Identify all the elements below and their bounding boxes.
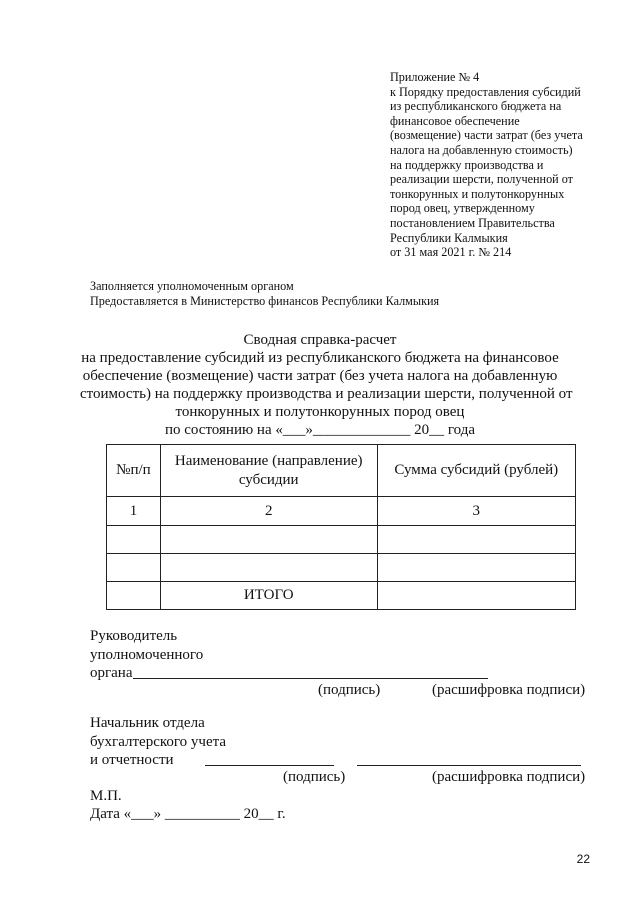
table-cell: [377, 554, 575, 582]
accountant-signature-block: [90, 714, 226, 770]
date-line: Дата «___» __________ 20__ г.: [90, 806, 286, 822]
table-cell: [160, 554, 377, 582]
column-number-cell: 3: [377, 497, 575, 526]
title-line: по состоянию на «___»_____________ 20__ года: [164, 422, 476, 438]
title-line: стоимость) на поддержку производства и реализации шерсти, полученной от: [80, 386, 573, 402]
table-cell: [160, 526, 377, 554]
appendix-line: реализации шерсти, полученной от: [390, 172, 573, 187]
appendix-line: пород овец, утвержденному: [390, 201, 535, 216]
accountant-sign-caption: (подпись): [283, 769, 346, 785]
appendix-line: Республики Калмыкия: [390, 230, 508, 245]
fill-note: [90, 279, 439, 308]
appendix-line: налога на добавленную стоимость): [390, 142, 573, 157]
title-line: Сводная справка-расчет: [243, 332, 397, 348]
table-row: [107, 554, 576, 582]
page-number: 22: [576, 852, 590, 866]
header-cell-sum: Сумма субсидий (рублей): [377, 445, 575, 497]
head-sign-caption: (подпись): [318, 682, 381, 698]
table-total-row: [107, 582, 576, 610]
table-header-row: [107, 445, 576, 497]
accountant-title-line1: Начальник отдела: [90, 715, 205, 731]
title-line: тонкорунных и полутонкорунных пород овец: [175, 404, 465, 420]
head-title-line2: уполномоченного: [90, 646, 204, 663]
appendix-line: финансовое обеспечение: [390, 113, 520, 128]
header-cell-name: Наименование (направление) субсидии: [160, 445, 377, 497]
appendix-line: от 31 мая 2021 г. № 214: [390, 245, 512, 260]
head-title-line1: Руководитель: [90, 628, 178, 644]
appendix-line: к Порядку предоставления субсидий: [390, 84, 581, 99]
accountant-title-line2: бухгалтерского учета: [90, 733, 227, 750]
table-cell: [107, 582, 161, 610]
table-cell: [377, 526, 575, 554]
header-cell-number: №п/п: [107, 445, 161, 497]
head-decode-caption: (расшифровка подписи): [432, 682, 586, 698]
head-signature-block: [90, 627, 203, 683]
appendix-line: постановлением Правительства: [390, 215, 555, 230]
document-title: [80, 331, 573, 439]
column-number-cell: 1: [107, 497, 161, 526]
table-row: [107, 497, 576, 526]
stamp-label: М.П.: [90, 788, 122, 804]
title-line: на предоставление субсидий из республиканского бюджета на финансовое: [81, 350, 559, 366]
column-number-cell: 2: [160, 497, 377, 526]
appendix-line: из республиканского бюджета на: [390, 99, 562, 114]
appendix-line: Приложение № 4: [390, 70, 480, 84]
appendix-line: на поддержку производства и: [390, 157, 544, 172]
title-line: обеспечение (возмещение) части затрат (без учета налога на добавленную: [82, 368, 558, 384]
subsidy-table: [106, 444, 576, 610]
total-label-cell: ИТОГО: [160, 582, 377, 610]
table-row: [107, 526, 576, 554]
head-signature-line: [133, 678, 488, 679]
appendix-block: [390, 70, 630, 260]
table-cell: [107, 554, 161, 582]
accountant-sign-line: [205, 765, 334, 766]
table-cell: [107, 526, 161, 554]
appendix-line: тонкорунных и полутонкорунных: [390, 186, 565, 201]
accountant-title-line3: и отчетности: [90, 752, 174, 768]
appendix-line: (возмещение) части затрат (без учета: [390, 128, 583, 143]
table-cell: [377, 582, 575, 610]
accountant-decode-line: [357, 765, 581, 766]
accountant-decode-caption: (расшифровка подписи): [432, 769, 586, 785]
fill-note-line2: Предоставляется в Министерство финансов Республики Калмыкия: [90, 293, 440, 308]
head-title-line3: органа: [90, 665, 133, 681]
fill-note-line1: Заполняется уполномоченным органом: [90, 279, 294, 293]
